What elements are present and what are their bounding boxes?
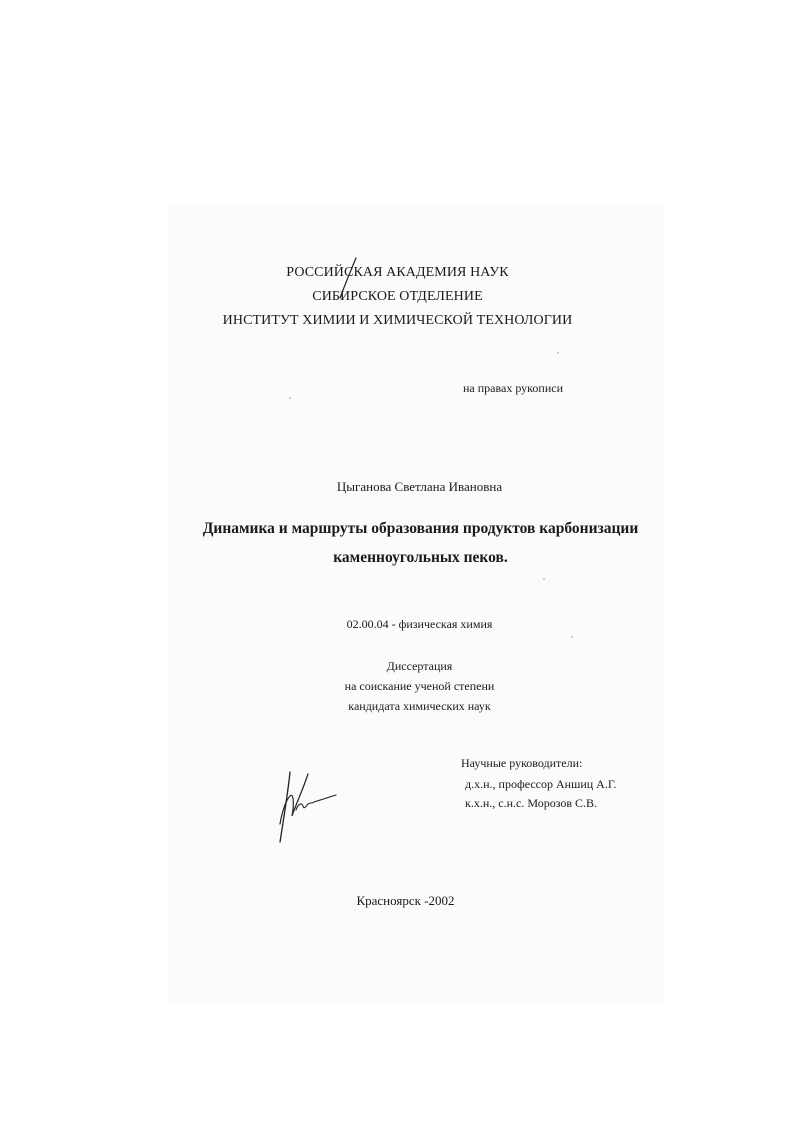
author-name: Цыганова Светлана Ивановна [336,479,503,494]
scan-speck [557,352,559,354]
supervisors-heading: Научные руководители: [461,756,583,770]
degree-line-1: Диссертация [386,659,453,673]
header-branch: СИБИРСКОЕ ОТДЕЛЕНИЕ [312,289,483,304]
supervisor-second: к.х.н., с.н.с. Морозов С.В. [465,796,598,810]
degree-line-3: кандидата химических наук [348,699,491,713]
specialty-code: 02.00.04 - физическая химия [346,617,493,631]
signature-icon [272,762,344,848]
scan-speck [543,578,545,580]
pen-mark-icon [336,256,360,300]
thesis-title-line-2: каменноугольных пеков. [333,549,508,566]
header-institute: ИНСТИТУТ ХИМИИ И ХИМИЧЕСКОЙ ТЕХНОЛОГИИ [222,313,573,328]
degree-line-2: на соискание ученой степени [344,679,495,693]
scan-speck [289,397,291,399]
place-and-year: Красноярск -2002 [356,893,455,908]
thesis-title-line-1: Динамика и маршруты образования продуктов карбонизации [202,520,639,537]
rights-note: на правах рукописи [463,381,563,395]
header-academy: РОССИЙСКАЯ АКАДЕМИЯ НАУК [286,265,509,280]
supervisor-first: д.х.н., профессор Аншиц А.Г. [465,777,617,791]
scan-speck [571,636,573,638]
